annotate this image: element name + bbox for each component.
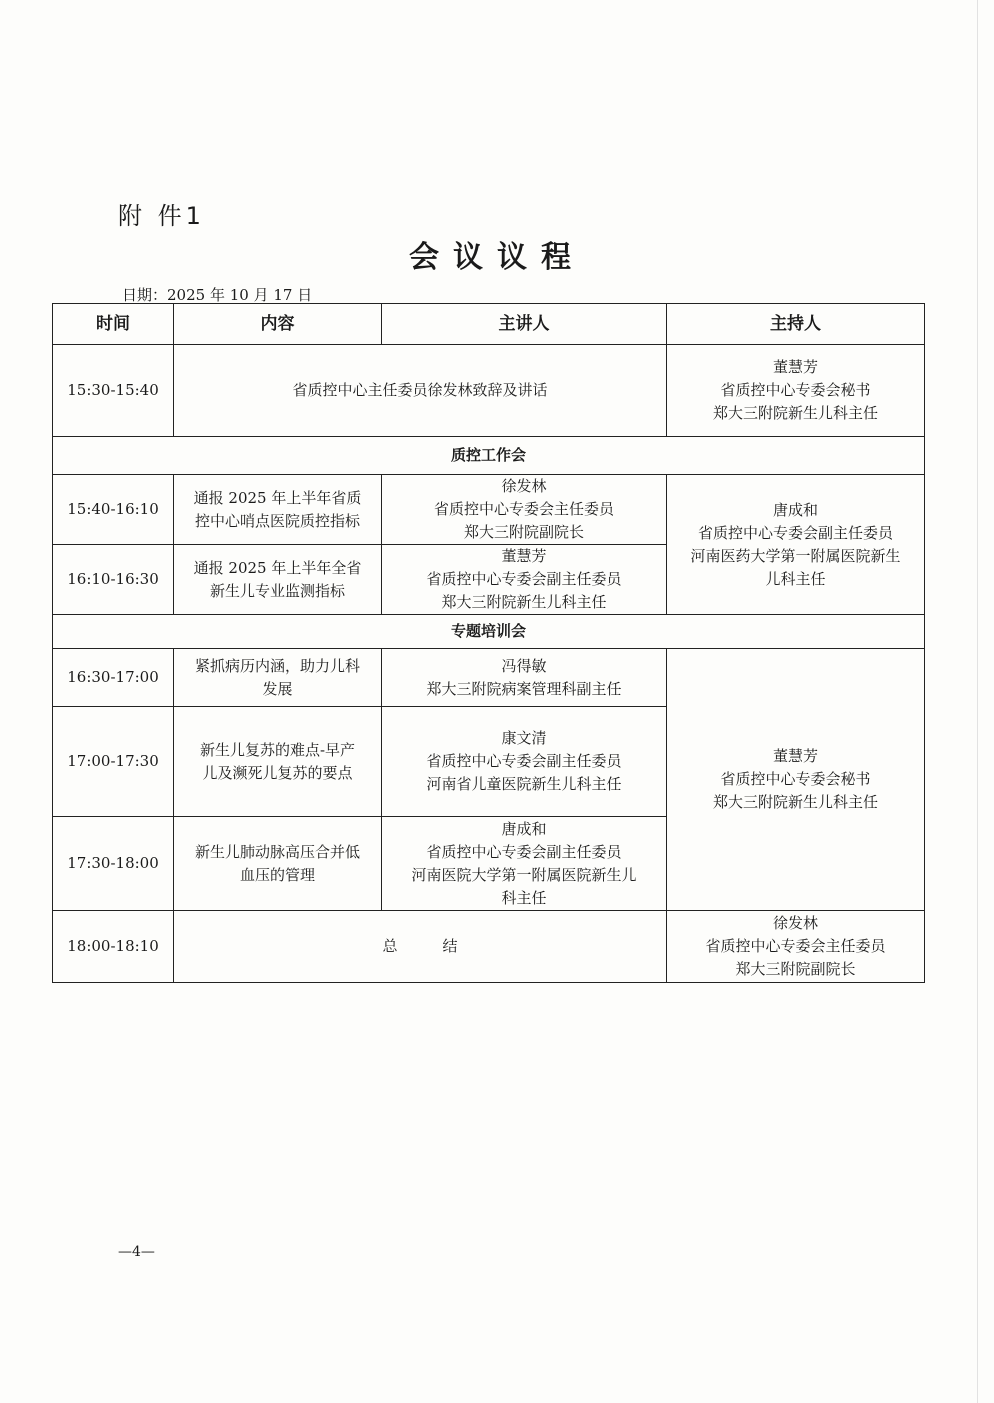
host-line: 省质控中心专委会主任委员 [705, 937, 886, 955]
table-row [53, 475, 925, 545]
host-line: 河南医药大学第一附属医院新生 [690, 546, 901, 565]
speaker-line: 唐成和 [501, 819, 547, 838]
content-line: 紧抓病历内涵，助力儿科 [194, 656, 360, 675]
host-cell [667, 345, 925, 437]
speaker-line: 河南省儿童医院新生儿科主任 [426, 775, 622, 793]
section-row [53, 437, 925, 475]
host-cell [667, 649, 925, 911]
speaker-line: 科主任 [501, 888, 547, 907]
host-cell [667, 475, 925, 615]
host-line: 儿科主任 [765, 569, 826, 588]
content-line: 控中心哨点医院质控指标 [194, 511, 360, 530]
speaker-cell [382, 545, 667, 615]
table-row [53, 649, 925, 707]
agenda-table [52, 303, 925, 983]
content-cell [174, 649, 382, 707]
section-row [53, 615, 925, 649]
content-line: 新生儿肺动脉高压合并低 [194, 842, 360, 861]
speaker-line: 郑大三附院新生儿科主任 [441, 593, 607, 611]
host-line: 省质控中心专委会副主任委员 [697, 523, 893, 542]
time-cell: 15:40-16:10 [53, 475, 174, 545]
content-cell [174, 475, 382, 545]
speaker-line: 省质控中心专委会副主任委员 [426, 570, 622, 588]
host-line: 郑大三附院新生儿科主任 [712, 404, 878, 422]
table-row-opening [53, 345, 925, 437]
speaker-line: 省质控中心专委会副主任委员 [426, 842, 622, 861]
speaker-line: 郑大三附院病案管理科副主任 [426, 679, 622, 698]
speaker-line: 河南医院大学第一附属医院新生儿 [411, 865, 637, 884]
time-cell: 17:00-17:30 [53, 707, 174, 817]
content-line: 新生儿专业监测指标 [209, 581, 345, 600]
host-line: 董慧芳 [772, 358, 818, 376]
content-cell: 省质控中心主任委员徐发林致辞及讲话 [174, 345, 667, 437]
content-cell: 总 结 [174, 911, 667, 983]
speaker-cell [382, 707, 667, 817]
content-line: 新生儿复苏的难点-早产 [199, 740, 356, 759]
page-number: —4— [118, 1244, 155, 1260]
time-cell: 18:00-18:10 [53, 911, 174, 983]
content-line: 通报 2025 年上半年省质 [193, 488, 362, 507]
content-line: 血压的管理 [239, 865, 315, 884]
time-cell: 17:30-18:00 [53, 817, 174, 911]
speaker-cell [382, 649, 667, 707]
host-line: 郑大三附院新生儿科主任 [712, 793, 878, 811]
host-cell [667, 911, 925, 983]
header-host: 主持人 [667, 304, 925, 345]
scan-edge-line [977, 0, 978, 1403]
host-line: 董慧芳 [772, 747, 818, 765]
speaker-line: 省质控中心专委会主任委员 [433, 500, 614, 518]
header-content: 内容 [174, 304, 382, 345]
content-line: 儿及濒死儿复苏的要点 [202, 763, 353, 782]
attachment-label: 附 件1 [118, 202, 205, 230]
speaker-cell [382, 475, 667, 545]
time-cell: 15:30-15:40 [53, 345, 174, 437]
header-row [53, 304, 925, 345]
table-row-closing [53, 911, 925, 983]
speaker-line: 董慧芳 [501, 547, 547, 565]
content-cell [174, 707, 382, 817]
host-line: 省质控中心专委会秘书 [720, 381, 871, 399]
host-line: 省质控中心专委会秘书 [720, 770, 871, 788]
speaker-line: 冯得敏 [501, 656, 547, 675]
content-cell [174, 545, 382, 615]
content-cell [174, 817, 382, 911]
content-line: 发展 [262, 679, 293, 698]
time-cell: 16:30-17:00 [53, 649, 174, 707]
speaker-line: 徐发林 [501, 477, 547, 495]
host-line: 徐发林 [772, 914, 818, 932]
host-line: 郑大三附院副院长 [735, 960, 856, 978]
speaker-line: 郑大三附院副院长 [463, 523, 584, 541]
header-time: 时间 [53, 304, 174, 345]
page-title: 会议议程 [409, 240, 585, 275]
content-line: 通报 2025 年上半年全省 [193, 558, 362, 577]
speaker-cell [382, 817, 667, 911]
header-speaker: 主讲人 [382, 304, 667, 345]
section-title: 质控工作会 [53, 437, 925, 475]
host-line: 唐成和 [772, 500, 818, 519]
speaker-line: 省质控中心专委会副主任委员 [426, 752, 622, 770]
section-title: 专题培训会 [53, 615, 925, 649]
speaker-line: 康文清 [501, 729, 547, 747]
time-cell: 16:10-16:30 [53, 545, 174, 615]
date-line: 日期：2025 年 10 月 17 日 [122, 286, 313, 304]
